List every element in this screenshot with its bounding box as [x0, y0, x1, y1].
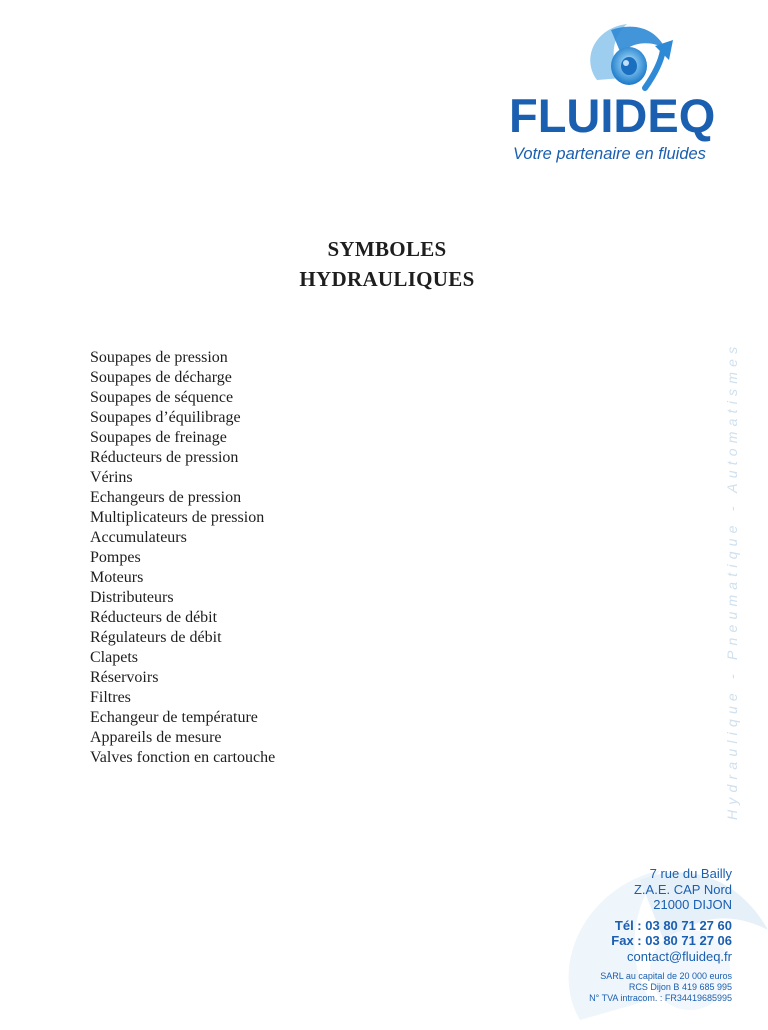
list-item: Multiplicateurs de pression: [90, 509, 265, 526]
document-title: [0, 234, 768, 294]
address-email[interactable]: contact@fluideq.fr: [627, 948, 732, 964]
address-tel: Tél : 03 80 71 27 60: [614, 917, 732, 933]
list-item: Soupapes de freinage: [90, 429, 227, 446]
list-item: Clapets: [90, 649, 138, 666]
list-item: Pompes: [90, 549, 141, 566]
list-item: Accumulateurs: [90, 529, 187, 546]
address-fax: Fax : 03 80 71 27 06: [611, 933, 732, 948]
list-item: Soupapes de séquence: [90, 389, 234, 406]
list-item: Echangeur de température: [90, 709, 258, 726]
symbols-list: [90, 348, 275, 768]
company-tva: N° TVA intracom. : FR34419685995: [589, 993, 732, 1003]
list-item: Réservoirs: [90, 669, 159, 686]
list-item: Soupapes d’équilibrage: [90, 409, 241, 426]
company-logo: [505, 18, 745, 163]
list-item: Vérins: [90, 469, 133, 486]
list-item: Réducteurs de débit: [90, 609, 218, 626]
title-line-1: SYMBOLES: [327, 237, 447, 261]
company-rcs: RCS Dijon B 419 685 995: [628, 982, 732, 992]
company-capital: SARL au capital de 20 000 euros: [600, 971, 732, 981]
list-item: Appareils de mesure: [90, 729, 222, 746]
logo-tagline: Votre partenaire en fluides: [513, 145, 706, 163]
list-item: Soupapes de pression: [90, 349, 228, 366]
list-item: Echangeurs de pression: [90, 489, 242, 506]
list-item: Valves fonction en cartouche: [90, 749, 276, 766]
list-item: Régulateurs de débit: [90, 629, 222, 646]
vertical-side-text: Hydraulique - Pneumatique - Automatismes: [724, 341, 740, 820]
address-street: 7 rue du Bailly: [649, 866, 732, 881]
address-block: [589, 866, 732, 1004]
address-city: 21000 DIJON: [653, 897, 732, 912]
address-zone: Z.A.E. CAP Nord: [633, 881, 732, 897]
list-item: Distributeurs: [90, 589, 174, 606]
list-item: Réducteurs de pression: [90, 449, 239, 466]
list-item: Moteurs: [90, 569, 144, 586]
title-line-2: HYDRAULIQUES: [299, 267, 475, 291]
logo-wordmark: FLUIDEQ: [509, 89, 716, 142]
list-item: Filtres: [90, 689, 131, 706]
list-item: Soupapes de décharge: [90, 369, 232, 386]
